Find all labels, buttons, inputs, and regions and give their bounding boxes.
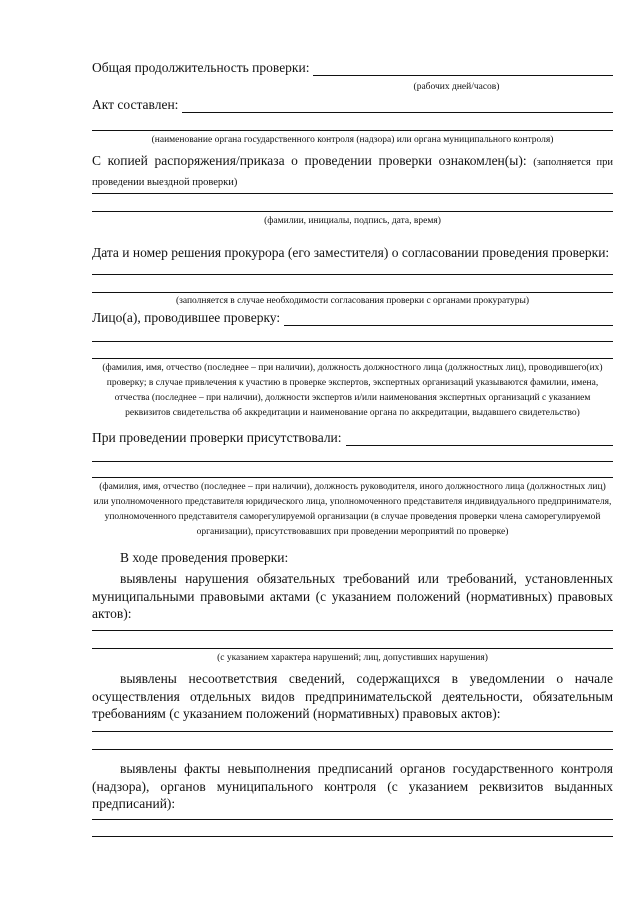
duration-caption: (рабочих дней/часов): [413, 82, 500, 92]
inspectors-field-line-2[interactable]: [92, 341, 613, 342]
present-field-line-2[interactable]: [92, 461, 613, 462]
prosecutor-field-line-2[interactable]: [92, 292, 613, 293]
copy-caption: (фамилии, инициалы, подпись, дата, время): [264, 216, 441, 226]
copy-text: С копией распоряжения/приказа о проведении проверки ознакомлен(ы):: [92, 153, 527, 168]
copy-paragraph: [92, 152, 613, 191]
present-label: При проведении проверки присутствовали:: [92, 430, 342, 445]
copy-field-line-1[interactable]: [92, 193, 613, 194]
copy-note: (заполняется при проведении выездной проверки): [92, 157, 614, 188]
duration-row: [92, 60, 613, 76]
duration-label: Общая продолжительность проверки:: [92, 60, 310, 75]
inspectors-row: [92, 310, 613, 326]
inspectors-field-line-3[interactable]: [92, 358, 613, 359]
mismatch-field-line-1[interactable]: [92, 731, 613, 732]
present-field-line-3[interactable]: [92, 477, 613, 478]
prosecutor-field-line-1[interactable]: [92, 274, 613, 275]
violations-field-line-2[interactable]: [92, 648, 613, 649]
orders-field-line-1[interactable]: [92, 819, 613, 820]
inspectors-label: Лицо(а), проводившее проверку:: [92, 310, 281, 325]
during-text: В ходе проведения проверки:: [120, 550, 289, 565]
act-field-line-2[interactable]: [92, 130, 613, 131]
prosecutor-caption: (заполняется в случае необходимости согласования проверки с органами прокуратуры): [175, 296, 530, 306]
violations-paragraph: [92, 570, 613, 623]
mismatch-text: выявлены несоответствия сведений, содержащихся в уведомлении о начале осуществления отдельных видов предпринимательской деятельности, обязательным требованиям (с указанием положений (нормативных) правовых актов):: [92, 671, 613, 721]
act-caption: (наименование органа государственного контроля (надзора) или органа муниципального контроля): [151, 135, 554, 145]
prosecutor-paragraph: [92, 244, 613, 262]
during-paragraph: [92, 549, 613, 567]
violations-caption: (с указанием характера нарушений; лиц, допустивших нарушения): [217, 653, 488, 663]
orders-paragraph: [92, 760, 613, 813]
orders-field-line-2[interactable]: [92, 836, 613, 837]
present-caption: (фамилия, имя, отчество (последнее – при наличии), должность руководителя, иного должностного лица (должностных лиц) или уполномоченного представителя юридического лица, уполномоченного представителя индивидуального предпринимателя, уполномоченного представителя саморегулируемой организации (в случае проведения проверки члена саморегулируемой организации), присутствовавших при проведении мероприятий по проверке): [93, 482, 612, 537]
copy-field-line-2[interactable]: [92, 211, 613, 212]
prosecutor-text: Дата и номер решения прокурора (его заместителя) о согласовании проведения проверки:: [92, 245, 610, 260]
inspectors-field[interactable]: [284, 313, 613, 326]
act-label: Акт составлен:: [92, 97, 179, 112]
act-field[interactable]: [182, 100, 613, 113]
mismatch-field-line-2[interactable]: [92, 749, 613, 750]
act-row: [92, 97, 613, 113]
present-row: [92, 430, 613, 446]
inspectors-caption: (фамилия, имя, отчество (последнее – при наличии), должность должностного лица (должностных лиц), проводившего(их) проверку; в случае привлечения к участию в проверке экспертов, экспертных организаций указываются фамилии, имена, отчества (последнее – при наличии), должности экспертов и/или наименования экспертных организаций с указанием реквизитов свидетельства об аккредитации и наименование органа по аккредитации, выдавшего свидетельство): [102, 363, 603, 418]
mismatch-paragraph: [92, 670, 613, 723]
duration-field[interactable]: [313, 63, 613, 76]
orders-text: выявлены факты невыполнения предписаний органов государственного контроля (надзора), органов муниципального контроля (с указанием реквизитов выданных предписаний):: [92, 761, 613, 811]
present-field[interactable]: [346, 433, 613, 446]
violations-field-line-1[interactable]: [92, 630, 613, 631]
violations-text: выявлены нарушения обязательных требований или требований, установленных муниципальными правовыми актами (с указанием положений (нормативных) правовых актов):: [92, 571, 613, 621]
